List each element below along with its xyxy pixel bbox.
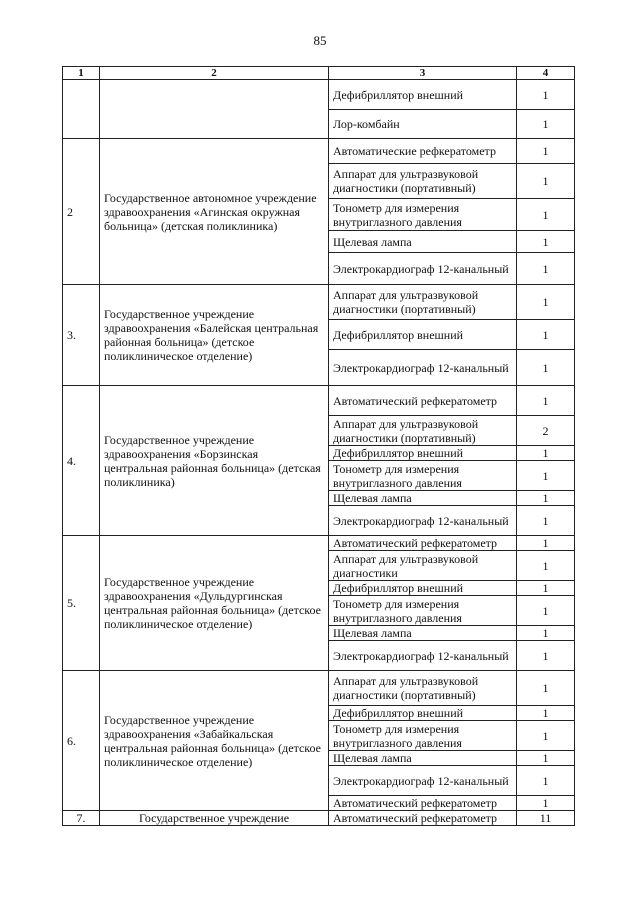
table-row — [63, 671, 575, 706]
equipment-quantity: 1 — [517, 461, 575, 491]
equipment-quantity: 1 — [517, 551, 575, 581]
equipment-name: Автоматический рефкератометр — [329, 796, 517, 811]
equipment-name: Дефибриллятор внешний — [329, 320, 517, 350]
row-number: 4. — [63, 386, 100, 536]
equipment-name: Щелевая лампа — [329, 626, 517, 641]
header-cell: 1 — [63, 67, 100, 80]
equipment-quantity: 1 — [517, 386, 575, 416]
equipment-name: Щелевая лампа — [329, 491, 517, 506]
equipment-quantity: 1 — [517, 581, 575, 596]
organization-name: Государственное учреждение — [100, 811, 329, 826]
equipment-name: Аппарат для ультразвуковой диагностики (портативный) — [329, 285, 517, 320]
organization-name: Государственное учреждение здравоохранения «Дульдургинская центральная районная больница» (детское поликлиническое отделение) — [100, 536, 329, 671]
equipment-quantity: 1 — [517, 231, 575, 253]
equipment-quantity: 1 — [517, 721, 575, 751]
equipment-quantity: 1 — [517, 671, 575, 706]
row-number: 3. — [63, 285, 100, 386]
row-number: 5. — [63, 536, 100, 671]
equipment-name: Дефибриллятор внешний — [329, 446, 517, 461]
equipment-quantity: 1 — [517, 320, 575, 350]
equipment-quantity: 1 — [517, 641, 575, 671]
header-cell: 3 — [329, 67, 517, 80]
equipment-name: Тонометр для измерения внутриглазного давления — [329, 199, 517, 231]
equipment-name: Дефибриллятор внешний — [329, 706, 517, 721]
organization-name: Государственное автономное учреждение здравоохранения «Агинская окружная больница» (детская поликлиника) — [100, 139, 329, 285]
equipment-quantity: 1 — [517, 766, 575, 796]
equipment-quantity: 1 — [517, 110, 575, 139]
table-row — [63, 811, 575, 826]
row-number: 6. — [63, 671, 100, 811]
equipment-name: Тонометр для измерения внутриглазного давления — [329, 596, 517, 626]
equipment-name: Автоматический рефкератометр — [329, 811, 517, 826]
table-row — [63, 386, 575, 416]
equipment-name: Аппарат для ультразвуковой диагностики (портативный) — [329, 164, 517, 199]
equipment-quantity: 1 — [517, 536, 575, 551]
equipment-name: Автоматический рефкератометр — [329, 536, 517, 551]
equipment-name: Дефибриллятор внешний — [329, 581, 517, 596]
equipment-quantity: 1 — [517, 285, 575, 320]
header-row — [63, 67, 575, 80]
equipment-name: Лор-комбайн — [329, 110, 517, 139]
equipment-quantity: 2 — [517, 416, 575, 446]
equipment-name: Щелевая лампа — [329, 231, 517, 253]
equipment-quantity: 1 — [517, 751, 575, 766]
row-number: 2 — [63, 139, 100, 285]
organization-name: Государственное учреждение здравоохранения «Балейская центральная районная больница» (детское поликлиническое отделение) — [100, 285, 329, 386]
equipment-table — [62, 66, 575, 826]
equipment-name: Тонометр для измерения внутриглазного давления — [329, 721, 517, 751]
header-cell: 4 — [517, 67, 575, 80]
equipment-quantity: 1 — [517, 706, 575, 721]
equipment-name: Электрокардиограф 12-канальный — [329, 641, 517, 671]
equipment-quantity: 1 — [517, 139, 575, 164]
equipment-quantity: 1 — [517, 506, 575, 536]
equipment-quantity: 1 — [517, 253, 575, 285]
equipment-quantity: 1 — [517, 796, 575, 811]
equipment-quantity: 1 — [517, 491, 575, 506]
equipment-name: Аппарат для ультразвуковой диагностики — [329, 551, 517, 581]
equipment-quantity: 1 — [517, 446, 575, 461]
equipment-name: Тонометр для измерения внутриглазного давления — [329, 461, 517, 491]
equipment-name: Аппарат для ультразвуковой диагностики (портативный) — [329, 671, 517, 706]
equipment-name: Дефибриллятор внешний — [329, 80, 517, 110]
equipment-quantity: 1 — [517, 350, 575, 386]
table-row — [63, 139, 575, 164]
equipment-name: Щелевая лампа — [329, 751, 517, 766]
equipment-quantity: 11 — [517, 811, 575, 826]
organization-name: Государственное учреждение здравоохранения «Борзинская центральная районная больница» (детская поликлиника) — [100, 386, 329, 536]
table-row — [63, 80, 575, 110]
header-cell: 2 — [100, 67, 329, 80]
equipment-name: Электрокардиограф 12-канальный — [329, 350, 517, 386]
table-row — [63, 536, 575, 551]
equipment-quantity: 1 — [517, 199, 575, 231]
equipment-name: Аппарат для ультразвуковой диагностики (портативный) — [329, 416, 517, 446]
equipment-name: Автоматический рефкератометр — [329, 386, 517, 416]
equipment-name: Автоматические рефкератометр — [329, 139, 517, 164]
organization-name — [100, 80, 329, 139]
row-number — [63, 80, 100, 139]
equipment-quantity: 1 — [517, 164, 575, 199]
equipment-name: Электрокардиограф 12-канальный — [329, 506, 517, 536]
equipment-name: Электрокардиограф 12-канальный — [329, 253, 517, 285]
equipment-quantity: 1 — [517, 80, 575, 110]
equipment-name: Электрокардиограф 12-канальный — [329, 766, 517, 796]
organization-name: Государственное учреждение здравоохранения «Забайкальская центральная районная больница» (детское поликлиническое отделение) — [100, 671, 329, 811]
table-row — [63, 285, 575, 320]
row-number: 7. — [63, 811, 100, 826]
table-body — [63, 80, 575, 826]
page-number: 85 — [313, 33, 327, 48]
equipment-quantity: 1 — [517, 596, 575, 626]
equipment-quantity: 1 — [517, 626, 575, 641]
